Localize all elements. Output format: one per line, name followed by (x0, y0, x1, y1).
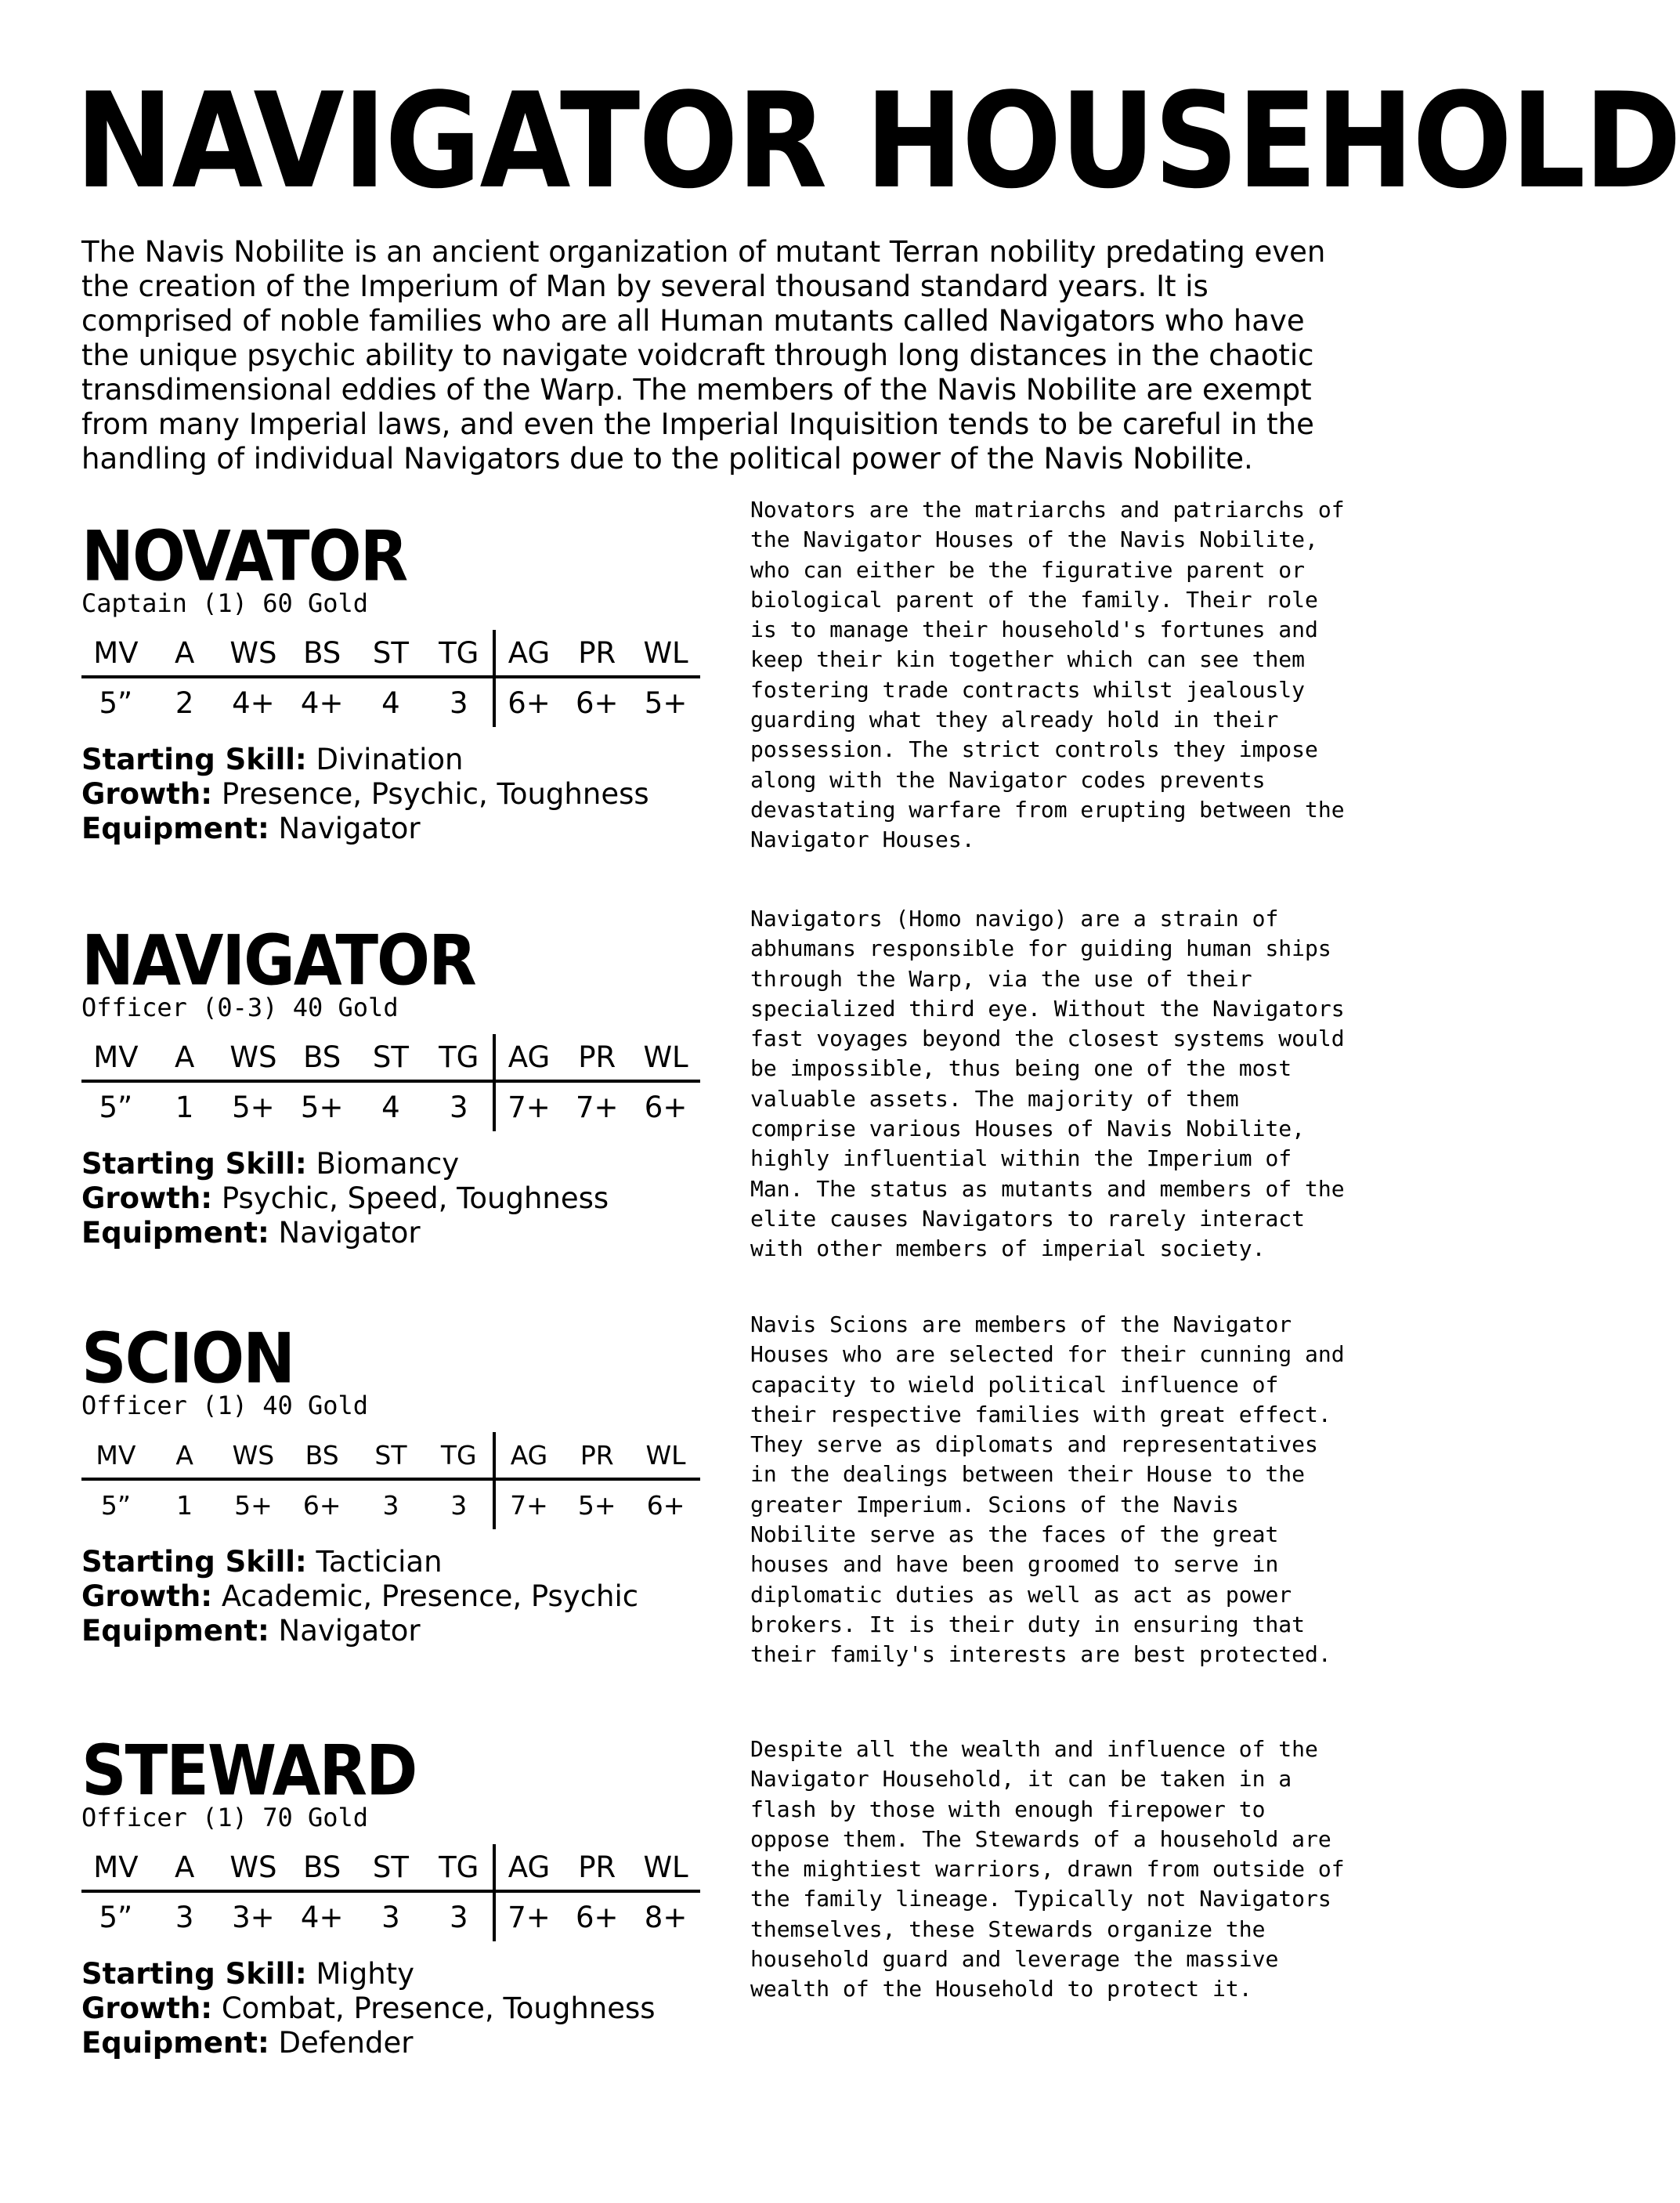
stat-header-row (81, 1432, 700, 1479)
stat-header-pr: PR (578, 1850, 616, 1884)
stat-value-row (81, 1081, 700, 1131)
growth-value: Academic, Presence, Psychic (221, 1579, 639, 1613)
stat-value-row (81, 1479, 700, 1529)
stat-header-st: ST (372, 635, 409, 670)
stat-header-row (81, 630, 700, 677)
stat-header-st: ST (372, 1850, 409, 1884)
equipment-line (81, 812, 708, 846)
stat-wl: 6+ (646, 1489, 685, 1521)
stat-pr: 6+ (575, 1900, 619, 1934)
equipment-label: Equipment: (81, 1216, 269, 1250)
equipment-value: Navigator (278, 812, 421, 845)
unit-description-navigator: Navigators (Homo navigo) are a strain of abhumans responsible for guiding human ships through the Warp, via the use of their specialized third eye. Without the Navigators fast voyages beyond the closest systems would be impossible, thus being one of the most valuable assets. The majority of them comprise various Houses of Navis Nobilite, highly influential within the Imperium of Man. The status as mutants and members of the elite causes Navigators to rarely interact with other members of imperial society. (750, 906, 1345, 1262)
stat-table (81, 1034, 700, 1131)
stat-table (81, 630, 700, 727)
unit-details (81, 1545, 708, 1648)
stat-header-ws: WS (229, 635, 277, 670)
unit-name: SCION (81, 1318, 294, 1399)
stat-ws: 3+ (232, 1900, 275, 1934)
stat-mv: 5” (99, 1090, 133, 1124)
page-title: NAVIGATOR HOUSEHOLD (75, 65, 1680, 219)
stat-wl: 6+ (644, 1090, 688, 1124)
stat-header-bs: BS (303, 1040, 341, 1074)
unit-subtitle: Officer (1) 70 Gold (81, 1803, 369, 1832)
stat-header-ws: WS (232, 1439, 275, 1470)
stat-st: 3 (382, 1489, 399, 1521)
equipment-line (81, 1216, 708, 1250)
stat-header-tg: TG (439, 1850, 479, 1884)
starting-skill-line (81, 1147, 708, 1181)
stat-header-a: A (175, 1439, 193, 1470)
stat-header-tg: TG (439, 1040, 479, 1074)
stat-bs: 4+ (300, 1900, 344, 1934)
starting-skill-value: Tactician (316, 1545, 443, 1579)
stat-header-ws: WS (229, 1040, 277, 1074)
stat-st: 4 (381, 1090, 400, 1124)
stat-ag: 6+ (494, 677, 563, 727)
starting-skill-line (81, 1545, 708, 1579)
stat-ag: 7+ (494, 1891, 563, 1941)
growth-value: Presence, Psychic, Toughness (221, 777, 649, 811)
stat-header-wl: WL (643, 635, 688, 670)
intro-paragraph: The Navis Nobilite is an ancient organization of mutant Terran nobility predating even the creation of the Imperium of Man by several thousand standard years. It is comprised of noble families who are all Human mutants called Navigators who have the unique psychic ability to navigate voidcraft through long distances in the chaotic transdimensional eddies of the Warp. The members of the Navis Nobilite are exempt from many Imperial laws, and even the Imperial Inquisition tends to be careful in the handling of individual Navigators due to the political power of the Navis Nobilite. (81, 235, 1326, 476)
stat-ws: 5+ (232, 1090, 275, 1124)
stat-header-wl: WL (643, 1850, 688, 1884)
stat-header-ag: AG (494, 630, 563, 677)
unit-novator (81, 517, 708, 846)
growth-line (81, 1579, 708, 1614)
stat-header-a: A (174, 635, 195, 670)
unit-details (81, 1957, 708, 2060)
stat-ag: 7+ (494, 1081, 563, 1131)
unit-name: NOVATOR (81, 515, 407, 597)
equipment-line (81, 2026, 708, 2060)
stat-a: 2 (175, 685, 194, 720)
growth-value: Combat, Presence, Toughness (221, 1991, 656, 2025)
unit-name: NAVIGATOR (81, 920, 475, 1001)
growth-label: Growth: (81, 777, 213, 811)
growth-label: Growth: (81, 1579, 213, 1613)
unit-scion (81, 1319, 708, 1648)
unit-subtitle: Officer (1) 40 Gold (81, 1391, 369, 1420)
stat-header-st: ST (372, 1040, 409, 1074)
stat-header-mv: MV (93, 1850, 139, 1884)
stat-header-row (81, 1844, 700, 1891)
stat-pr: 7+ (575, 1090, 619, 1124)
starting-skill-label: Starting Skill: (81, 1545, 307, 1579)
starting-skill-value: Divination (316, 743, 464, 776)
stat-bs: 4+ (300, 685, 344, 720)
stat-st: 4 (381, 685, 400, 720)
starting-skill-label: Starting Skill: (81, 1147, 307, 1181)
stat-a: 3 (175, 1900, 194, 1934)
unit-description-steward: Despite all the wealth and influence of the Navigator Household, it can be taken in a flash by those with enough firepower to oppose them. The Stewards of a household are the mightiest warriors, drawn from outside of the family lineage. Typically not Navigators themselves, these Stewards organize the household guard and leverage the massive wealth of the Household to protect it. (750, 1736, 1345, 2002)
stat-tg: 3 (449, 685, 468, 720)
stat-header-bs: BS (303, 1850, 341, 1884)
stat-st: 3 (381, 1900, 400, 1934)
growth-line (81, 777, 708, 812)
stat-table (81, 1432, 700, 1529)
unit-details (81, 743, 708, 846)
unit-name: STEWARD (81, 1730, 417, 1811)
growth-value: Psychic, Speed, Toughness (221, 1181, 609, 1215)
unit-subtitle: Captain (1) 60 Gold (81, 588, 369, 618)
stat-header-bs: BS (305, 1439, 339, 1470)
stat-header-pr: PR (578, 1040, 616, 1074)
stat-header-mv: MV (96, 1439, 136, 1470)
stat-header-wl: WL (643, 1040, 688, 1074)
stat-wl: 5+ (644, 685, 688, 720)
stat-header-mv: MV (93, 1040, 139, 1074)
stat-pr: 5+ (577, 1489, 616, 1521)
starting-skill-line (81, 1957, 708, 1991)
equipment-label: Equipment: (81, 812, 269, 845)
stat-header-ws: WS (229, 1850, 277, 1884)
growth-label: Growth: (81, 1181, 213, 1215)
stat-bs: 6+ (302, 1489, 341, 1521)
unit-details (81, 1147, 708, 1250)
growth-line (81, 1991, 708, 2026)
stat-header-tg: TG (440, 1439, 477, 1470)
stat-mv: 5” (100, 1489, 131, 1521)
stat-header-ag: AG (494, 1844, 563, 1891)
stat-mv: 5” (99, 1900, 133, 1934)
stat-table (81, 1844, 700, 1941)
stat-header-a: A (174, 1850, 195, 1884)
stat-header-pr: PR (580, 1439, 614, 1470)
stat-header-ag: AG (494, 1034, 563, 1081)
stat-tg: 3 (450, 1489, 468, 1521)
equipment-label: Equipment: (81, 1614, 269, 1648)
starting-skill-line (81, 743, 708, 777)
stat-ag: 7+ (494, 1479, 563, 1529)
equipment-label: Equipment: (81, 2026, 269, 2060)
stat-header-wl: WL (645, 1439, 686, 1470)
stat-value-row (81, 1891, 700, 1941)
starting-skill-label: Starting Skill: (81, 743, 307, 776)
equipment-value: Navigator (278, 1216, 421, 1250)
unit-navigator (81, 921, 708, 1250)
stat-mv: 5” (99, 685, 133, 720)
stat-bs: 5+ (300, 1090, 344, 1124)
unit-subtitle: Officer (0-3) 40 Gold (81, 993, 399, 1022)
stat-pr: 6+ (575, 685, 619, 720)
stat-header-mv: MV (93, 635, 139, 670)
stat-ws: 5+ (234, 1489, 273, 1521)
stat-wl: 8+ (644, 1900, 688, 1934)
starting-skill-label: Starting Skill: (81, 1957, 307, 1991)
stat-a: 1 (176, 1489, 193, 1521)
stat-tg: 3 (449, 1090, 468, 1124)
equipment-value: Navigator (278, 1614, 421, 1648)
equipment-line (81, 1614, 708, 1648)
stat-header-ag: AG (494, 1432, 563, 1479)
starting-skill-value: Biomancy (316, 1147, 460, 1181)
stat-header-a: A (174, 1040, 195, 1074)
stat-value-row (81, 677, 700, 727)
growth-label: Growth: (81, 1991, 213, 2025)
stat-a: 1 (175, 1090, 194, 1124)
stat-header-st: ST (374, 1439, 407, 1470)
starting-skill-value: Mighty (316, 1957, 415, 1991)
stat-tg: 3 (449, 1900, 468, 1934)
unit-steward (81, 1731, 708, 2060)
stat-header-row (81, 1034, 700, 1081)
growth-line (81, 1181, 708, 1216)
equipment-value: Defender (278, 2026, 414, 2060)
unit-description-novator: Novators are the matriarchs and patriarchs of the Navigator Houses of the Navis Nobilite, who can either be the figurative parent or biological parent of the family. Their role is to manage their household's fortunes and keep their kin together which can see them fostering trade contracts whilst jealously guarding what they already hold in their possession. The strict controls they impose along with the Navigator codes prevents devastating warfare from erupting between the Navigator Houses. (750, 497, 1345, 853)
stat-header-bs: BS (303, 635, 341, 670)
stat-header-pr: PR (578, 635, 616, 670)
stat-ws: 4+ (232, 685, 275, 720)
stat-header-tg: TG (439, 635, 479, 670)
unit-description-scion: Navis Scions are members of the Navigator Houses who are selected for their cunning and capacity to wield political influence of their respective families with great effect. They serve as diplomats and representatives in the dealings between their House to the greater Imperium. Scions of the Navis Nobilite serve as the faces of the great houses and have been groomed to serve in diplomatic duties as well as act as power brokers. It is their duty in ensuring that their family's interests are best protected. (750, 1311, 1345, 1668)
